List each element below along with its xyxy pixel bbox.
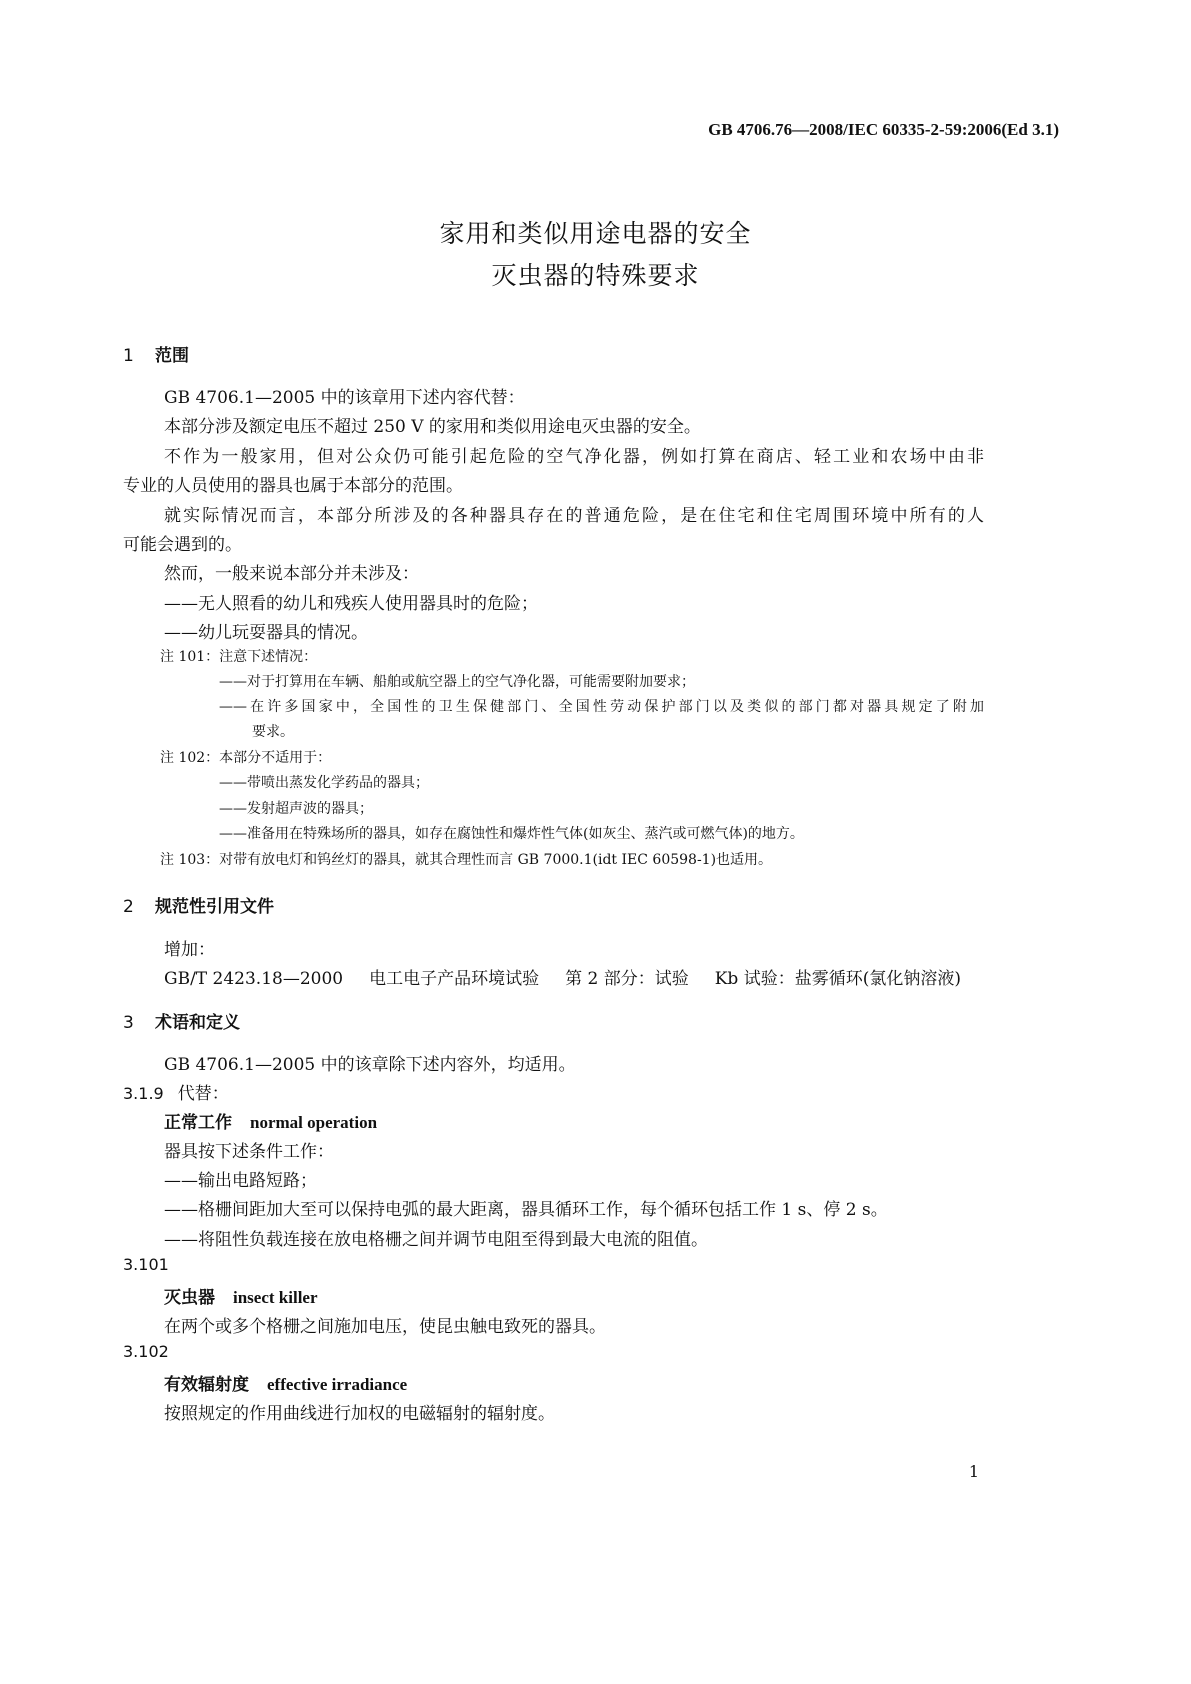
paragraph: 本部分涉及额定电压不超过 250 V 的家用和类似用途电灭虫器的安全。: [164, 417, 701, 437]
document-title-line1: 家用和类似用途电器的安全: [439, 219, 752, 248]
term-english: effective irradiance: [267, 1375, 408, 1394]
dash-list-item: ——输出电路短路；: [164, 1171, 317, 1191]
document-title-line2: 灭虫器的特殊要求: [491, 261, 700, 290]
reference-code: GB/T 2423.18—2000: [164, 969, 344, 989]
clause-3-1-9: [123, 1079, 229, 1104]
standard-header: GB 4706.76—2008/IEC 60335-2-59:2006(Ed 3.1): [708, 120, 1059, 139]
section-number: 1: [123, 346, 134, 366]
reference-test: Kb 试验：盐雾循环(氯化钠溶液): [714, 969, 961, 989]
paragraph: 增加：: [164, 940, 215, 960]
dash-list-item: ——无人照看的幼儿和残疾人使用器具时的危险；: [164, 594, 538, 614]
reference-title: 电工电子产品环境试验: [369, 969, 540, 989]
term-chinese: 灭虫器: [164, 1288, 215, 1308]
section-number: 3: [123, 1013, 134, 1033]
note-item: ——发射超声波的器具；: [219, 801, 373, 817]
paragraph: GB 4706.1—2005 中的该章用下述内容代替：: [164, 388, 525, 408]
paragraph: 不作为一般家用，但对公众仍可能引起危险的空气净化器，例如打算在商店、轻工业和农场中由非: [164, 447, 984, 467]
note-item: ——对于打算用在车辆、船舶或航空器上的空气净化器，可能需要附加要求；: [219, 674, 695, 690]
term-insect-killer: [164, 1283, 318, 1308]
section-title: 规范性引用文件: [155, 897, 274, 917]
clause-3-101: 3.101: [123, 1255, 169, 1274]
note-103: 注 103：对带有放电灯和钨丝灯的器具，就其合理性而言 GB 7000.1(idt IEC 60598-1)也适用。: [160, 852, 773, 868]
normative-reference: [164, 964, 961, 989]
term-normal-operation: [164, 1108, 377, 1133]
clause-text: 代替：: [177, 1084, 229, 1104]
term-chinese: 正常工作: [164, 1113, 232, 1133]
paragraph: GB 4706.1—2005 中的该章除下述内容外，均适用。: [164, 1055, 576, 1075]
note-item: ——在许多国家中，全国性的卫生保健部门、全国性劳动保护部门以及类似的部门都对器具规定了附加: [219, 699, 984, 715]
note-item: ——准备用在特殊场所的器具，如存在腐蚀性和爆炸性气体(如灰尘、蒸汽或可燃气体)的地方。: [219, 826, 804, 842]
note-item: ——带喷出蒸发化学药品的器具；: [219, 775, 429, 791]
paragraph: 器具按下述条件工作：: [164, 1142, 334, 1162]
section-3-heading: [123, 1008, 240, 1033]
term-english: normal operation: [250, 1113, 378, 1132]
note-102: 注 102：本部分不适用于：: [160, 750, 332, 766]
paragraph: 按照规定的作用曲线进行加权的电磁辐射的辐射度。: [164, 1404, 555, 1424]
page-number: 1: [968, 1462, 979, 1481]
section-title: 术语和定义: [155, 1013, 240, 1033]
section-number: 2: [123, 897, 134, 917]
paragraph: 然而，一般来说本部分并未涉及：: [164, 564, 419, 584]
paragraph: 就实际情况而言，本部分所涉及的各种器具存在的普通危险，是在住宅和住宅周围环境中所有的人: [164, 506, 984, 526]
note-item-continued: 要求。: [252, 724, 294, 740]
dash-list-item: ——幼儿玩耍器具的情况。: [164, 623, 368, 643]
term-effective-irradiance: [164, 1370, 407, 1395]
section-2-heading: [123, 892, 274, 917]
dash-list-item: ——将阻性负载连接在放电格栅之间并调节电阻至得到最大电流的阻值。: [164, 1230, 708, 1250]
clause-number: 3.1.9: [123, 1084, 164, 1103]
term-english: insect killer: [233, 1288, 318, 1307]
paragraph: 专业的人员使用的器具也属于本部分的范围。: [123, 476, 463, 496]
reference-part: 第 2 部分：试验: [565, 969, 689, 989]
paragraph: 在两个或多个格栅之间施加电压，使昆虫触电致死的器具。: [164, 1317, 606, 1337]
dash-list-item: ——格栅间距加大至可以保持电弧的最大距离，器具循环工作，每个循环包括工作 1 s、停 2 s。: [164, 1200, 888, 1220]
section-title: 范围: [155, 346, 189, 366]
note-101: 注 101：注意下述情况：: [160, 649, 318, 665]
clause-3-102: 3.102: [123, 1342, 169, 1361]
term-chinese: 有效辐射度: [164, 1375, 249, 1395]
section-1-heading: [123, 341, 189, 366]
paragraph: 可能会遇到的。: [123, 535, 242, 555]
